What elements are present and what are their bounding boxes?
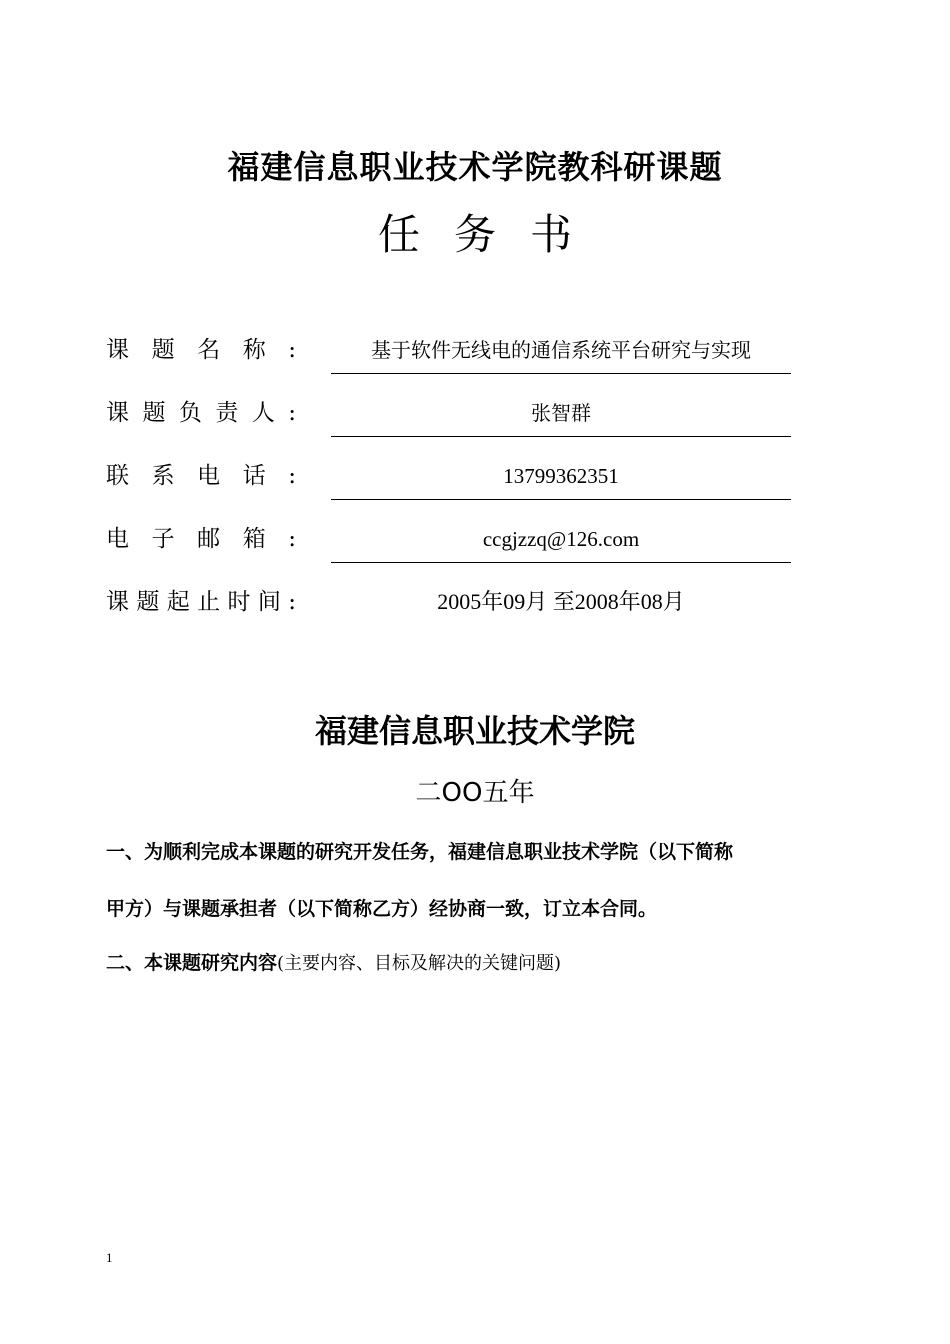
field-value: ccgjzzq@126.com	[482, 527, 640, 551]
field-value: 张智群	[531, 401, 591, 425]
field-row-topic-name	[106, 330, 796, 370]
field-label-char: 时	[227, 589, 251, 615]
field-label	[106, 582, 296, 622]
field-row-phone	[106, 456, 796, 496]
field-label-char: 名	[197, 337, 221, 363]
field-value: 2005年09月 至2008年08月	[437, 589, 685, 614]
field-label-char: 人	[251, 400, 275, 426]
field-label-char: :	[288, 463, 296, 489]
field-value: 基于软件无线电的通信系统平台研究与实现	[371, 338, 751, 362]
field-label-char: 止	[197, 589, 221, 615]
document-subtitle: 任务书	[377, 210, 606, 259]
field-label	[106, 456, 296, 496]
section-one	[106, 824, 866, 938]
school-name: 福建信息职业技术学院	[314, 712, 635, 750]
field-label-char: 负	[178, 400, 202, 426]
section-two	[106, 935, 866, 992]
field-row-period	[106, 582, 796, 622]
field-label-char: 电	[106, 526, 129, 552]
field-row-leader	[106, 393, 796, 433]
page-number: 1	[106, 1250, 113, 1265]
field-label-char: 联	[106, 463, 129, 489]
field-label-char: :	[288, 589, 296, 615]
document-title: 福建信息职业技术学院教科研课题	[227, 148, 723, 186]
field-label-char: 电	[197, 463, 221, 489]
field-underline	[331, 562, 791, 563]
field-label-char: 课	[106, 589, 129, 615]
field-label-char: 课	[106, 337, 129, 363]
field-label-char: 系	[151, 463, 175, 489]
field-label-char: :	[288, 526, 296, 552]
field-label	[106, 393, 296, 433]
field-label-char: 题	[136, 589, 160, 615]
field-label-char: 责	[215, 400, 239, 426]
field-row-email	[106, 519, 796, 559]
document-year: 二OO五年	[415, 778, 535, 808]
field-label-char: 子	[151, 526, 175, 552]
field-label-char: 话	[242, 463, 266, 489]
field-label-char: 箱	[242, 526, 266, 552]
field-value: 13799362351	[503, 464, 619, 488]
field-label-char: :	[288, 337, 296, 363]
field-label-char: 间	[257, 589, 281, 615]
section-one-line-2: 甲方）与课题承担者（以下简称乙方）经协商一致，订立本合同。	[106, 898, 658, 920]
section-two-heading: 二、本课题研究内容	[106, 952, 278, 974]
section-one-line-1: 一、为顺利完成本课题的研究开发任务，福建信息职业技术学院（以下简称	[106, 841, 734, 863]
field-label-char: :	[288, 400, 296, 426]
field-label-char: 题	[142, 400, 166, 426]
field-label-char: 题	[151, 337, 175, 363]
field-label-char: 起	[166, 589, 190, 615]
field-underline	[331, 499, 791, 500]
field-underline	[331, 436, 791, 437]
field-label-char: 邮	[197, 526, 221, 552]
field-underline	[331, 373, 791, 374]
field-label-char: 称	[242, 337, 266, 363]
section-two-note: (主要内容、目标及解决的关键问题)	[277, 953, 562, 974]
field-label-char: 课	[106, 400, 129, 426]
field-label	[106, 519, 296, 559]
field-label	[106, 330, 296, 370]
